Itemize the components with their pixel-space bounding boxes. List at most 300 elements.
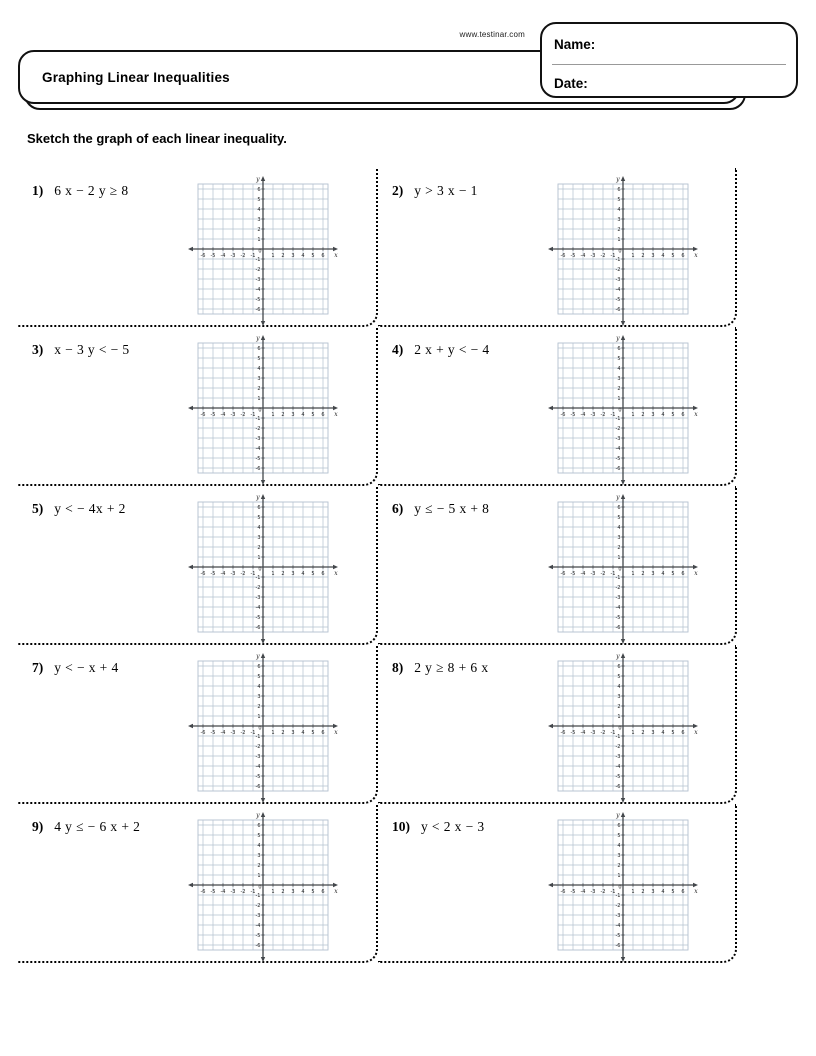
problem-cell [378,645,737,804]
coordinate-grid [188,812,338,962]
svg-text:-6: -6 [560,730,566,736]
svg-text:1: 1 [257,555,261,561]
svg-text:-6: -6 [560,412,566,418]
problem-number: 7) [32,660,44,675]
coordinate-grid [188,653,338,803]
svg-text:-3: -3 [590,730,596,736]
svg-text:1: 1 [257,396,261,402]
problem-equation: 2 x + y < − 4 [414,342,490,357]
svg-text:-6: -6 [615,943,621,949]
svg-text:3: 3 [291,412,295,418]
svg-text:0: 0 [258,566,262,573]
svg-text:-4: -4 [255,446,261,452]
svg-text:1: 1 [257,873,261,879]
svg-text:-5: -5 [570,571,576,577]
svg-text:3: 3 [291,571,295,577]
svg-text:-2: -2 [255,744,261,750]
svg-text:-6: -6 [615,625,621,631]
problem-cell [18,168,378,327]
svg-text:-4: -4 [580,412,586,418]
svg-text:4: 4 [617,207,621,213]
svg-text:-2: -2 [240,889,246,895]
svg-text:2: 2 [257,386,261,392]
svg-text:4: 4 [617,366,621,372]
coordinate-grid [188,494,338,644]
problem-cell [18,327,378,486]
svg-text:6: 6 [321,253,325,259]
coordinate-grid [188,335,338,485]
svg-text:5: 5 [257,197,261,203]
svg-text:-2: -2 [600,571,606,577]
svg-text:-2: -2 [600,412,606,418]
svg-text:1: 1 [617,396,621,402]
svg-text:x: x [694,888,698,895]
svg-text:-3: -3 [615,754,621,760]
svg-text:2: 2 [641,253,645,259]
svg-text:6: 6 [681,730,685,736]
svg-text:3: 3 [651,889,655,895]
svg-text:6: 6 [617,823,621,829]
coordinate-grid [548,653,698,803]
svg-text:y: y [256,653,260,660]
svg-text:-1: -1 [615,893,621,899]
svg-text:-3: -3 [230,412,236,418]
svg-text:-3: -3 [590,889,596,895]
svg-text:6: 6 [681,889,685,895]
svg-text:5: 5 [671,412,675,418]
svg-text:6: 6 [617,346,621,352]
svg-text:-4: -4 [220,889,226,895]
svg-text:3: 3 [651,253,655,259]
problem-number: 10) [392,819,410,834]
svg-text:-2: -2 [600,730,606,736]
svg-text:5: 5 [311,889,315,895]
svg-text:-2: -2 [615,903,621,909]
svg-text:3: 3 [257,853,261,859]
worksheet-title: Graphing Linear Inequalities [42,69,230,85]
svg-text:-6: -6 [560,571,566,577]
svg-text:6: 6 [321,730,325,736]
svg-text:5: 5 [257,356,261,362]
svg-text:-4: -4 [615,764,621,770]
problem-equation: 6 x − 2 y ≥ 8 [54,183,129,198]
svg-text:-5: -5 [570,730,576,736]
problem-number: 5) [32,501,44,516]
svg-text:-1: -1 [250,412,256,418]
svg-text:-4: -4 [255,605,261,611]
svg-text:-1: -1 [255,734,261,740]
svg-text:2: 2 [281,571,285,577]
svg-text:3: 3 [257,694,261,700]
svg-text:1: 1 [271,571,275,577]
svg-text:3: 3 [617,535,621,541]
svg-text:2: 2 [641,571,645,577]
svg-text:5: 5 [311,571,315,577]
svg-text:-4: -4 [255,923,261,929]
svg-text:4: 4 [617,525,621,531]
svg-text:5: 5 [671,253,675,259]
svg-text:0: 0 [618,884,622,891]
svg-text:-5: -5 [615,456,621,462]
svg-text:-2: -2 [255,267,261,273]
svg-text:y: y [256,812,260,819]
svg-text:6: 6 [681,253,685,259]
svg-text:-2: -2 [255,903,261,909]
svg-text:5: 5 [617,356,621,362]
problem-equation: y < − 4x + 2 [54,501,126,516]
svg-text:-1: -1 [615,416,621,422]
svg-text:2: 2 [617,863,621,869]
svg-text:-2: -2 [600,889,606,895]
svg-text:x: x [694,252,698,259]
svg-text:-3: -3 [590,571,596,577]
svg-text:-3: -3 [615,277,621,283]
svg-text:-1: -1 [610,730,616,736]
svg-text:-2: -2 [615,426,621,432]
svg-text:5: 5 [617,674,621,680]
svg-text:1: 1 [617,237,621,243]
svg-text:3: 3 [257,535,261,541]
svg-text:-1: -1 [250,571,256,577]
problem-equation: x − 3 y < − 5 [54,342,130,357]
svg-text:1: 1 [617,555,621,561]
svg-text:3: 3 [257,217,261,223]
svg-text:-5: -5 [255,297,261,303]
svg-text:y: y [256,335,260,342]
svg-text:-5: -5 [615,774,621,780]
svg-text:-3: -3 [230,571,236,577]
svg-text:4: 4 [257,525,261,531]
problem-label [392,183,478,199]
problem-cell [378,804,737,963]
problem-label [392,819,485,835]
svg-text:4: 4 [301,571,305,577]
problem-cell [378,486,737,645]
svg-text:5: 5 [617,515,621,521]
svg-text:1: 1 [271,730,275,736]
problem-label [32,342,130,358]
svg-text:5: 5 [617,833,621,839]
svg-text:5: 5 [257,515,261,521]
svg-text:1: 1 [631,889,635,895]
svg-text:6: 6 [257,823,261,829]
svg-text:-2: -2 [240,571,246,577]
svg-text:x: x [694,729,698,736]
svg-text:y: y [616,812,620,819]
svg-text:-4: -4 [580,253,586,259]
svg-text:4: 4 [301,730,305,736]
problem-label [392,501,489,517]
problem-number: 2) [392,183,404,198]
svg-text:y: y [616,653,620,660]
svg-text:5: 5 [311,730,315,736]
svg-text:0: 0 [258,725,262,732]
problem-equation: 4 y ≤ − 6 x + 2 [54,819,141,834]
svg-text:-3: -3 [230,889,236,895]
svg-text:1: 1 [631,253,635,259]
svg-text:3: 3 [291,253,295,259]
svg-text:4: 4 [257,843,261,849]
svg-text:-1: -1 [615,575,621,581]
svg-text:2: 2 [617,545,621,551]
svg-text:-1: -1 [610,571,616,577]
svg-text:2: 2 [281,412,285,418]
date-label: Date: [554,76,588,91]
problem-label [392,342,490,358]
svg-text:1: 1 [617,873,621,879]
svg-text:5: 5 [617,197,621,203]
svg-text:-3: -3 [255,595,261,601]
svg-text:-5: -5 [255,615,261,621]
problem-number: 8) [392,660,404,675]
problem-cell [378,327,737,486]
svg-text:6: 6 [257,505,261,511]
svg-text:5: 5 [671,730,675,736]
svg-text:-3: -3 [230,253,236,259]
svg-text:-4: -4 [220,571,226,577]
svg-text:-5: -5 [615,615,621,621]
svg-text:-6: -6 [200,412,206,418]
svg-text:-1: -1 [255,416,261,422]
svg-text:-4: -4 [580,889,586,895]
svg-text:-6: -6 [255,943,261,949]
svg-text:4: 4 [661,412,665,418]
svg-text:2: 2 [257,863,261,869]
svg-text:x: x [334,888,338,895]
svg-text:3: 3 [651,571,655,577]
svg-text:x: x [694,570,698,577]
svg-text:4: 4 [301,412,305,418]
svg-text:-6: -6 [200,889,206,895]
svg-text:-4: -4 [580,571,586,577]
svg-text:-6: -6 [560,253,566,259]
svg-text:-4: -4 [220,412,226,418]
svg-text:4: 4 [617,684,621,690]
svg-text:-2: -2 [600,253,606,259]
svg-text:x: x [694,411,698,418]
svg-text:0: 0 [618,248,622,255]
svg-text:-5: -5 [255,456,261,462]
svg-text:4: 4 [617,843,621,849]
svg-text:6: 6 [321,889,325,895]
svg-text:2: 2 [257,545,261,551]
svg-text:-2: -2 [255,426,261,432]
svg-text:-1: -1 [250,889,256,895]
svg-text:2: 2 [617,386,621,392]
svg-text:-3: -3 [230,730,236,736]
svg-text:1: 1 [271,889,275,895]
svg-text:-1: -1 [610,412,616,418]
svg-text:-3: -3 [615,913,621,919]
svg-text:5: 5 [257,833,261,839]
svg-text:4: 4 [661,889,665,895]
svg-text:2: 2 [257,227,261,233]
name-date-box [540,22,798,98]
svg-text:3: 3 [651,412,655,418]
svg-text:-5: -5 [210,412,216,418]
svg-text:6: 6 [617,187,621,193]
problem-label [32,819,140,835]
problem-label [32,501,126,517]
svg-text:-1: -1 [610,889,616,895]
svg-text:-2: -2 [615,744,621,750]
svg-text:x: x [334,729,338,736]
svg-text:-1: -1 [255,257,261,263]
svg-text:6: 6 [257,187,261,193]
coordinate-grid [548,494,698,644]
name-fill-line [552,64,786,65]
svg-text:3: 3 [257,376,261,382]
problem-number: 1) [32,183,44,198]
problem-cell [378,168,737,327]
svg-text:6: 6 [617,505,621,511]
svg-text:6: 6 [681,412,685,418]
svg-text:-5: -5 [210,730,216,736]
svg-text:-2: -2 [255,585,261,591]
svg-text:1: 1 [271,253,275,259]
svg-text:5: 5 [671,889,675,895]
svg-text:x: x [334,252,338,259]
svg-text:3: 3 [291,730,295,736]
svg-text:-6: -6 [615,784,621,790]
instruction-text: Sketch the graph of each linear inequality. [27,131,287,146]
svg-text:0: 0 [618,407,622,414]
svg-text:-1: -1 [250,253,256,259]
svg-text:-2: -2 [240,730,246,736]
svg-text:-6: -6 [615,466,621,472]
svg-text:4: 4 [661,730,665,736]
svg-text:5: 5 [671,571,675,577]
svg-text:1: 1 [257,237,261,243]
coordinate-grid [548,335,698,485]
svg-text:y: y [616,335,620,342]
svg-text:-2: -2 [615,267,621,273]
svg-text:4: 4 [257,366,261,372]
svg-text:6: 6 [617,664,621,670]
svg-text:-1: -1 [615,257,621,263]
svg-text:4: 4 [661,571,665,577]
site-url: www.testinar.com [459,30,525,39]
svg-text:-4: -4 [580,730,586,736]
svg-text:1: 1 [631,571,635,577]
svg-text:1: 1 [257,714,261,720]
svg-text:-5: -5 [210,253,216,259]
svg-text:-4: -4 [615,446,621,452]
problem-equation: 2 y ≥ 8 + 6 x [414,660,489,675]
svg-text:y: y [256,176,260,183]
svg-text:-6: -6 [560,889,566,895]
svg-text:-3: -3 [615,436,621,442]
svg-text:2: 2 [281,730,285,736]
svg-text:-3: -3 [255,277,261,283]
name-label: Name: [554,37,596,52]
svg-text:-5: -5 [210,889,216,895]
svg-text:1: 1 [631,730,635,736]
problem-number: 3) [32,342,44,357]
svg-text:-5: -5 [210,571,216,577]
svg-text:6: 6 [257,346,261,352]
coordinate-grid [548,812,698,962]
svg-text:-4: -4 [255,764,261,770]
svg-text:0: 0 [258,248,262,255]
svg-text:2: 2 [617,227,621,233]
problem-cell [18,645,378,804]
svg-text:-6: -6 [200,571,206,577]
svg-text:-3: -3 [255,436,261,442]
svg-text:2: 2 [641,889,645,895]
svg-text:4: 4 [257,207,261,213]
svg-text:y: y [256,494,260,501]
svg-text:5: 5 [311,412,315,418]
svg-text:x: x [334,411,338,418]
svg-text:3: 3 [617,217,621,223]
svg-text:-6: -6 [255,307,261,313]
svg-text:5: 5 [311,253,315,259]
svg-text:3: 3 [617,376,621,382]
svg-text:-1: -1 [250,730,256,736]
svg-text:3: 3 [651,730,655,736]
svg-text:2: 2 [281,253,285,259]
svg-text:-5: -5 [570,412,576,418]
svg-text:-4: -4 [220,730,226,736]
svg-text:-4: -4 [220,253,226,259]
svg-text:0: 0 [618,725,622,732]
svg-text:2: 2 [617,704,621,710]
svg-text:-4: -4 [255,287,261,293]
svg-text:-5: -5 [570,889,576,895]
svg-text:4: 4 [301,889,305,895]
svg-text:4: 4 [257,684,261,690]
svg-text:-2: -2 [240,253,246,259]
svg-text:6: 6 [257,664,261,670]
svg-text:1: 1 [631,412,635,418]
problem-label [32,660,119,676]
svg-text:4: 4 [301,253,305,259]
svg-text:3: 3 [617,853,621,859]
svg-text:-5: -5 [255,774,261,780]
svg-text:-5: -5 [570,253,576,259]
svg-text:1: 1 [617,714,621,720]
svg-text:6: 6 [321,412,325,418]
svg-text:6: 6 [681,571,685,577]
svg-text:-3: -3 [590,412,596,418]
svg-text:1: 1 [271,412,275,418]
svg-text:-1: -1 [255,575,261,581]
svg-text:0: 0 [258,407,262,414]
svg-text:-2: -2 [240,412,246,418]
svg-text:-6: -6 [255,625,261,631]
svg-text:-1: -1 [255,893,261,899]
problem-equation: y < 2 x − 3 [421,819,485,834]
svg-text:y: y [616,176,620,183]
svg-text:-3: -3 [615,595,621,601]
coordinate-grid [188,176,338,326]
problem-number: 9) [32,819,44,834]
svg-text:-2: -2 [615,585,621,591]
svg-text:-6: -6 [200,730,206,736]
svg-text:-6: -6 [200,253,206,259]
svg-text:5: 5 [257,674,261,680]
svg-text:-1: -1 [615,734,621,740]
svg-text:-4: -4 [615,287,621,293]
problem-equation: y < − x + 4 [54,660,119,675]
svg-text:0: 0 [618,566,622,573]
svg-text:y: y [616,494,620,501]
svg-text:-5: -5 [615,933,621,939]
coordinate-grid [548,176,698,326]
svg-text:-5: -5 [255,933,261,939]
svg-text:-6: -6 [255,784,261,790]
